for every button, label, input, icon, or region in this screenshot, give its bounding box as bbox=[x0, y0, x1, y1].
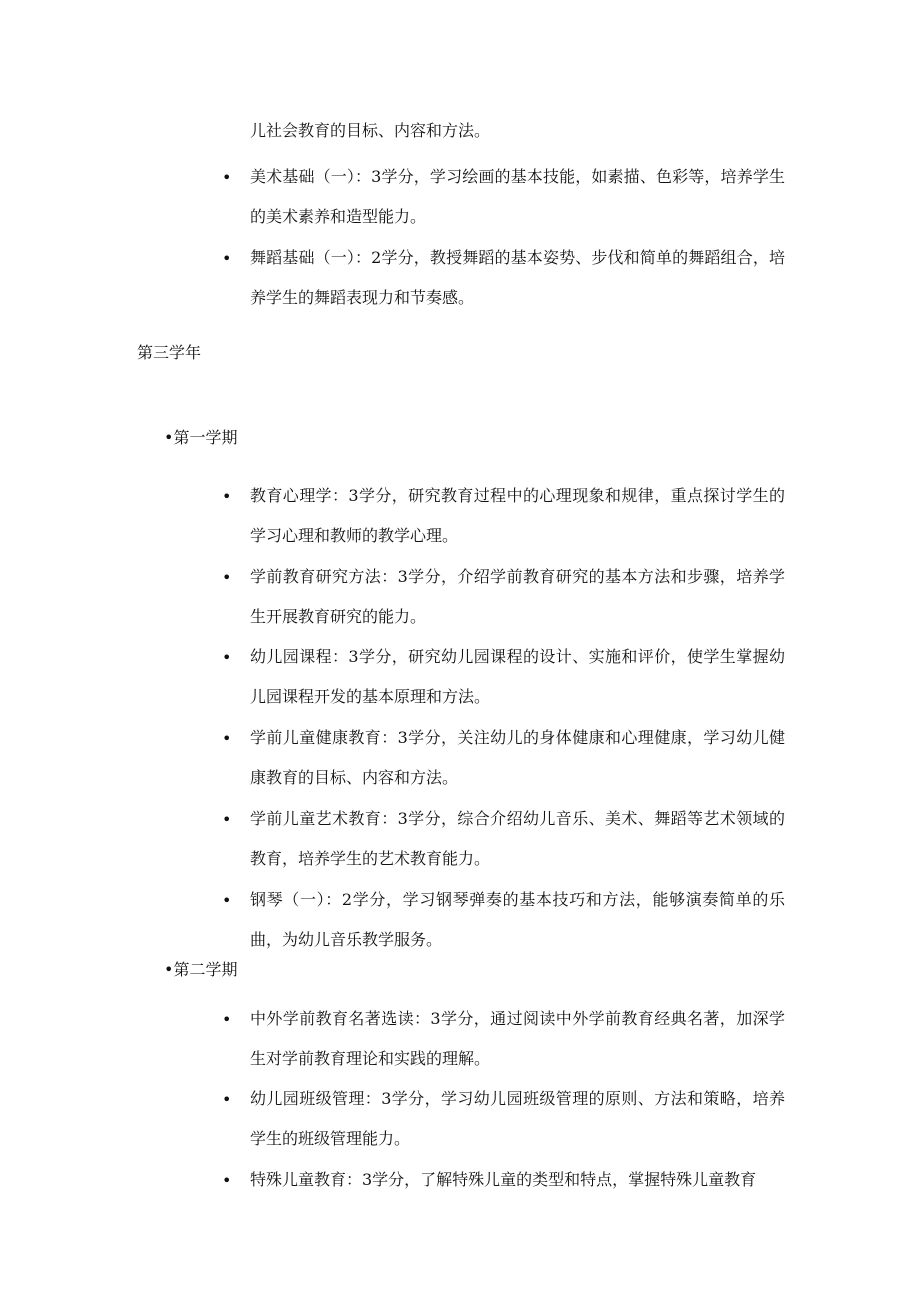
bullet-icon: • bbox=[222, 1171, 232, 1190]
list-item: 学前儿童艺术教育：3学分，综合介绍幼儿音乐、美术、舞蹈等艺术领域的教育，培养学生的艺术教育能力。 bbox=[250, 809, 785, 868]
list-item: 幼儿园班级管理：3学分，学习幼儿园班级管理的原则、方法和策略，培养学生的班级管理能力。 bbox=[250, 1089, 785, 1148]
bullet-icon: • bbox=[222, 810, 232, 829]
list-item: 中外学前教育名著选读：3学分，通过阅读中外学前教育经典名著，加深学生对学前教育理论和实践的理解。 bbox=[250, 1009, 785, 1068]
bullet-icon: • bbox=[222, 648, 232, 667]
list-item: 学前儿童健康教育：3学分，关注幼儿的身体健康和心理健康，学习幼儿健康教育的目标、内容和方法。 bbox=[250, 728, 785, 787]
bullet-icon: • bbox=[222, 729, 232, 748]
semester-heading: •第一学期 bbox=[164, 428, 238, 447]
list-item: 学前教育研究方法：3学分，介绍学前教育研究的基本方法和步骤，培养学生开展教育研究的能力。 bbox=[250, 567, 785, 626]
bullet-icon: • bbox=[222, 1010, 232, 1029]
continuation-text: 儿社会教育的目标、内容和方法。 bbox=[250, 121, 491, 140]
bullet-icon: • bbox=[222, 568, 232, 587]
semester-heading: •第二学期 bbox=[164, 960, 238, 979]
bullet-icon: • bbox=[222, 1090, 232, 1109]
list-item: 美术基础（一）：3学分，学习绘画的基本技能，如素描、色彩等，培养学生的美术素养和造型能力。 bbox=[250, 167, 785, 226]
bullet-icon: • bbox=[222, 891, 232, 910]
list-item: 教育心理学：3学分，研究教育过程中的心理现象和规律，重点探讨学生的学习心理和教师的教学心理。 bbox=[250, 486, 785, 545]
bullet-icon: • bbox=[222, 487, 232, 506]
list-item: 幼儿园课程：3学分，研究幼儿园课程的设计、实施和评价，使学生掌握幼儿园课程开发的基本原理和方法。 bbox=[250, 647, 785, 706]
year-heading: 第三学年 bbox=[137, 343, 202, 362]
list-item: 钢琴（一）：2学分，学习钢琴弹奏的基本技巧和方法，能够演奏简单的乐曲，为幼儿音乐教学服务。 bbox=[250, 890, 785, 949]
list-item: 舞蹈基础（一）：2学分，教授舞蹈的基本姿势、步伐和简单的舞蹈组合，培养学生的舞蹈表现力和节奏感。 bbox=[250, 248, 785, 307]
bullet-icon: • bbox=[222, 249, 232, 268]
bullet-icon: • bbox=[222, 168, 232, 187]
list-item: 特殊儿童教育：3学分，了解特殊儿童的类型和特点，掌握特殊儿童教育 bbox=[250, 1170, 757, 1189]
